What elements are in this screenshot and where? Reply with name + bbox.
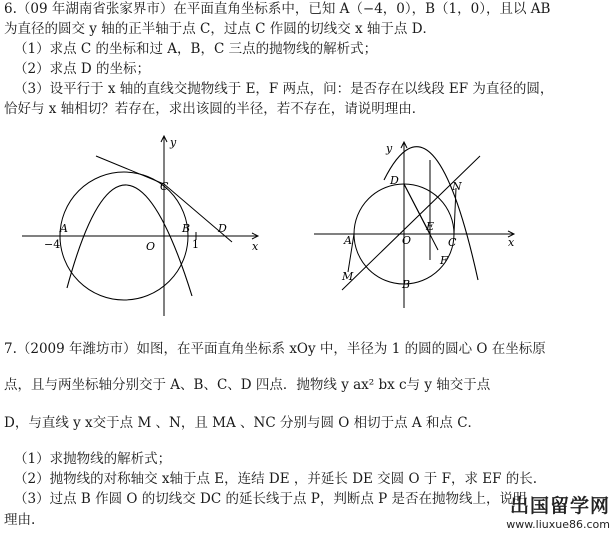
label-A: A [344, 234, 352, 247]
figure-1 [20, 128, 270, 318]
p7-line1: 7.（2009 年潍坊市）如图，在平面直角坐标系 xOy 中，半径为 1 的圆的圆心 O 在坐标原 [4, 341, 546, 357]
p6-question2: （2）求点 D 的坐标； [14, 61, 150, 77]
label-x: x [252, 240, 259, 253]
p7-line3: D，与直线 y x交于点 M 、N，且 MA 、NC 分别与圆 O 相切于点 A 和点 C． [4, 415, 482, 431]
tick-minus4: −4 [44, 238, 61, 251]
p7-question2: （2）抛物线的对称轴交 x轴于点 E，连结 DE ，并延长 DE 交圆 O 于 F，求 EF 的长. [14, 471, 538, 487]
p6-question3-b: 恰好与 x 轴相切？若存在，求出该圆的半径，若不存在，请说明理由． [4, 101, 426, 117]
figure-2 [312, 140, 522, 312]
label-O: O [402, 234, 412, 247]
p7-question3-b: 理由. [4, 512, 36, 528]
parabola [67, 185, 192, 296]
label-B: B [182, 222, 191, 235]
watermark-url: www.liuxue86.com [506, 518, 610, 531]
label-D: D [218, 222, 227, 235]
tick-1: 1 [192, 238, 199, 251]
p6-question1: （1）求点 C 的坐标和过 A，B，C 三点的抛物线的解析式； [14, 41, 378, 57]
label-M: M [342, 270, 354, 283]
line-y-eq-x [342, 156, 480, 290]
label-C: C [160, 180, 169, 193]
parabola [384, 147, 478, 280]
watermark-title: 出国留学网 [509, 495, 610, 517]
label-y: y [386, 142, 393, 155]
label-B: B [402, 278, 411, 291]
label-E: E [426, 220, 435, 233]
label-N: N [452, 180, 462, 193]
p6-line2: 为直径的圆交 y 轴的正半轴于点 C，过点 C 作圆的切线交 x 轴于点 D． [4, 21, 437, 37]
p6-question3-a: （3）设平行于 x 轴的直线交抛物线于 E，F 两点，问：是否存在以线段 EF 为直径的圆， [14, 81, 554, 97]
label-C: C [448, 236, 457, 249]
p7-line2: 点，且与两坐标轴分别交于 A、B、C、D 四点．抛物线 y ax² bx c与 y 轴交于点 [4, 377, 491, 393]
p7-question1: （1）求抛物线的解析式； [14, 451, 172, 467]
p7-question3-a: （3）过点 B 作圆 O 的切线交 DC 的延长线于点 P，判断点 P 是否在抛物线上，说明 [14, 491, 527, 507]
watermark [506, 491, 610, 531]
label-y: y [170, 136, 177, 149]
label-F: F [440, 254, 448, 267]
p6-line1: 6.（09 年湖南省张家界市）在平面直角坐标系中，已知 A（−4，0），B（1，0），且以 AB [4, 1, 551, 17]
label-x: x [508, 236, 515, 249]
label-O: O [146, 240, 156, 253]
label-D: D [390, 174, 399, 187]
label-A: A [60, 222, 68, 235]
